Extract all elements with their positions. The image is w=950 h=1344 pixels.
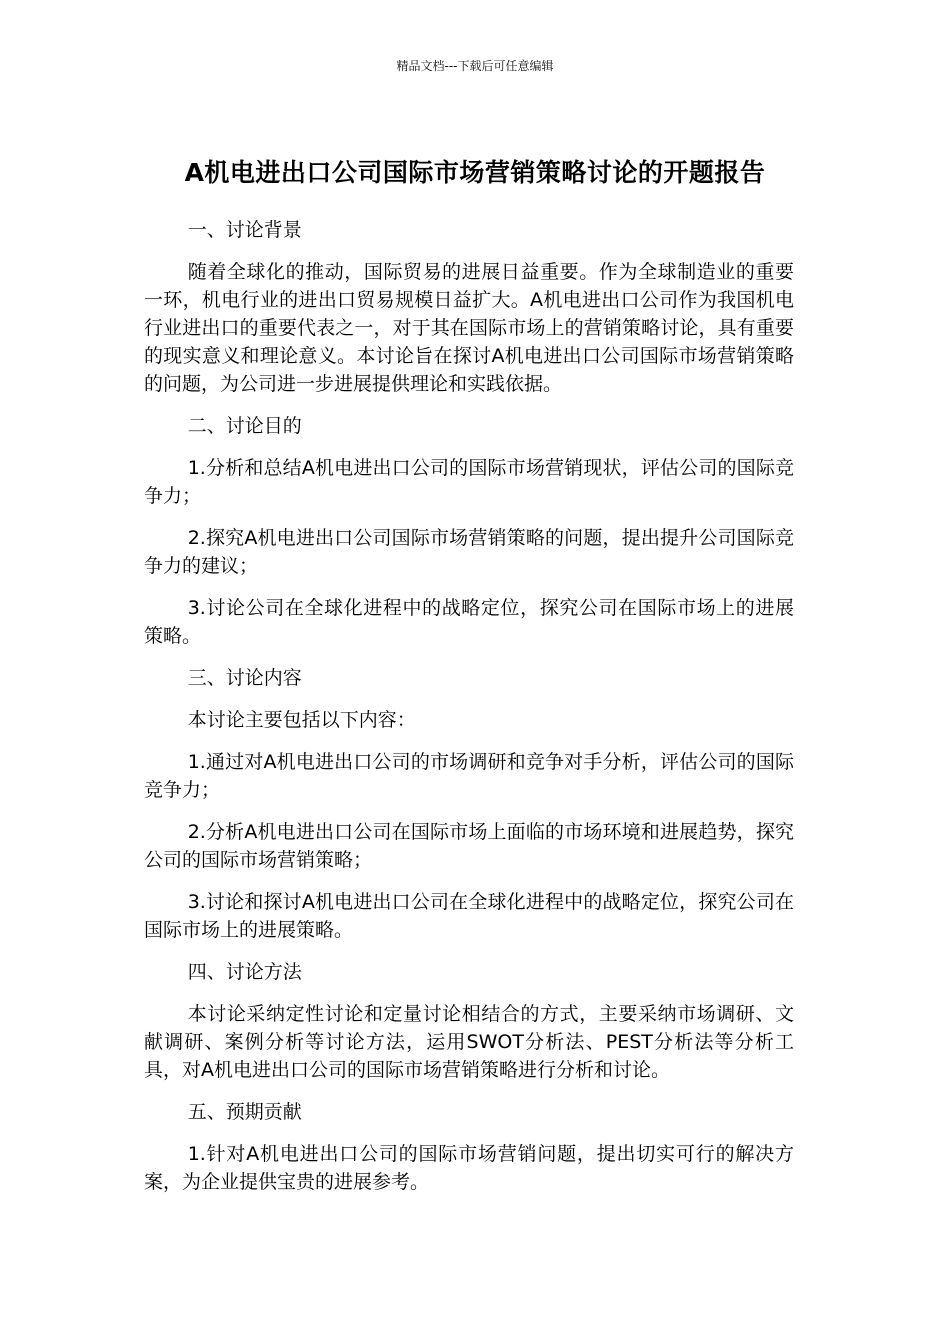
section-heading-background: 一、讨论背景: [187, 219, 302, 241]
document-title: A机电进出口公司国际市场营销策略讨论的开题报告: [184, 157, 766, 187]
paragraph-content-intro: 本讨论主要包括以下内容：: [187, 709, 416, 731]
paragraph-background: 随着全球化的推动，国际贸易的进展日益重要。作为全球制造业的重要一环，机电行业的进出口贸易规模日益扩大。A机电进出口公司作为我国机电行业进出口的重要代表之一，对于其在国际市场上的营销策略讨论，具有重要的现实意义和理论意义。本讨论旨在探讨A机电进出口公司国际市场营销策略的问题，为公司进一步进展提供理论和实践依据。: [144, 261, 794, 395]
paragraph-purpose-2: 2.探究A机电进出口公司国际市场营销策略的问题，提出提升公司国际竞争力的建议；: [144, 527, 794, 577]
paragraph-contribution-1: 1.针对A机电进出口公司的国际市场营销问题，提出切实可行的解决方案，为企业提供宝贵的进展参考。: [144, 1143, 794, 1193]
paragraph-purpose-3: 3.讨论公司在全球化进程中的战略定位，探究公司在国际市场上的进展策略。: [144, 597, 794, 647]
paragraph-purpose-1: 1.分析和总结A机电进出口公司的国际市场营销现状，评估公司的国际竞争力；: [144, 457, 794, 507]
paragraph-method: 本讨论采纳定性讨论和定量讨论相结合的方式，主要采纳市场调研、文献调研、案例分析等讨论方法，运用SWOT分析法、PEST分析法等分析工具，对A机电进出口公司的国际市场营销策略进行分析和讨论。: [144, 1003, 794, 1081]
paragraph-content-1: 1.通过对A机电进出口公司的市场调研和竞争对手分析，评估公司的国际竞争力；: [144, 751, 794, 801]
section-heading-contribution: 五、预期贡献: [187, 1101, 302, 1123]
section-heading-content: 三、讨论内容: [187, 667, 302, 689]
section-heading-purpose: 二、讨论目的: [187, 415, 302, 437]
section-heading-method: 四、讨论方法: [187, 961, 302, 983]
paragraph-content-2: 2.分析A机电进出口公司在国际市场上面临的市场环境和进展趋势，探究公司的国际市场营销策略；: [144, 821, 794, 871]
document-body: [144, 216, 794, 1210]
paragraph-content-3: 3.讨论和探讨A机电进出口公司在全球化进程中的战略定位，探究公司在国际市场上的进展策略。: [144, 891, 794, 941]
page-header-note: 精品文档---下载后可任意编辑: [396, 59, 554, 73]
